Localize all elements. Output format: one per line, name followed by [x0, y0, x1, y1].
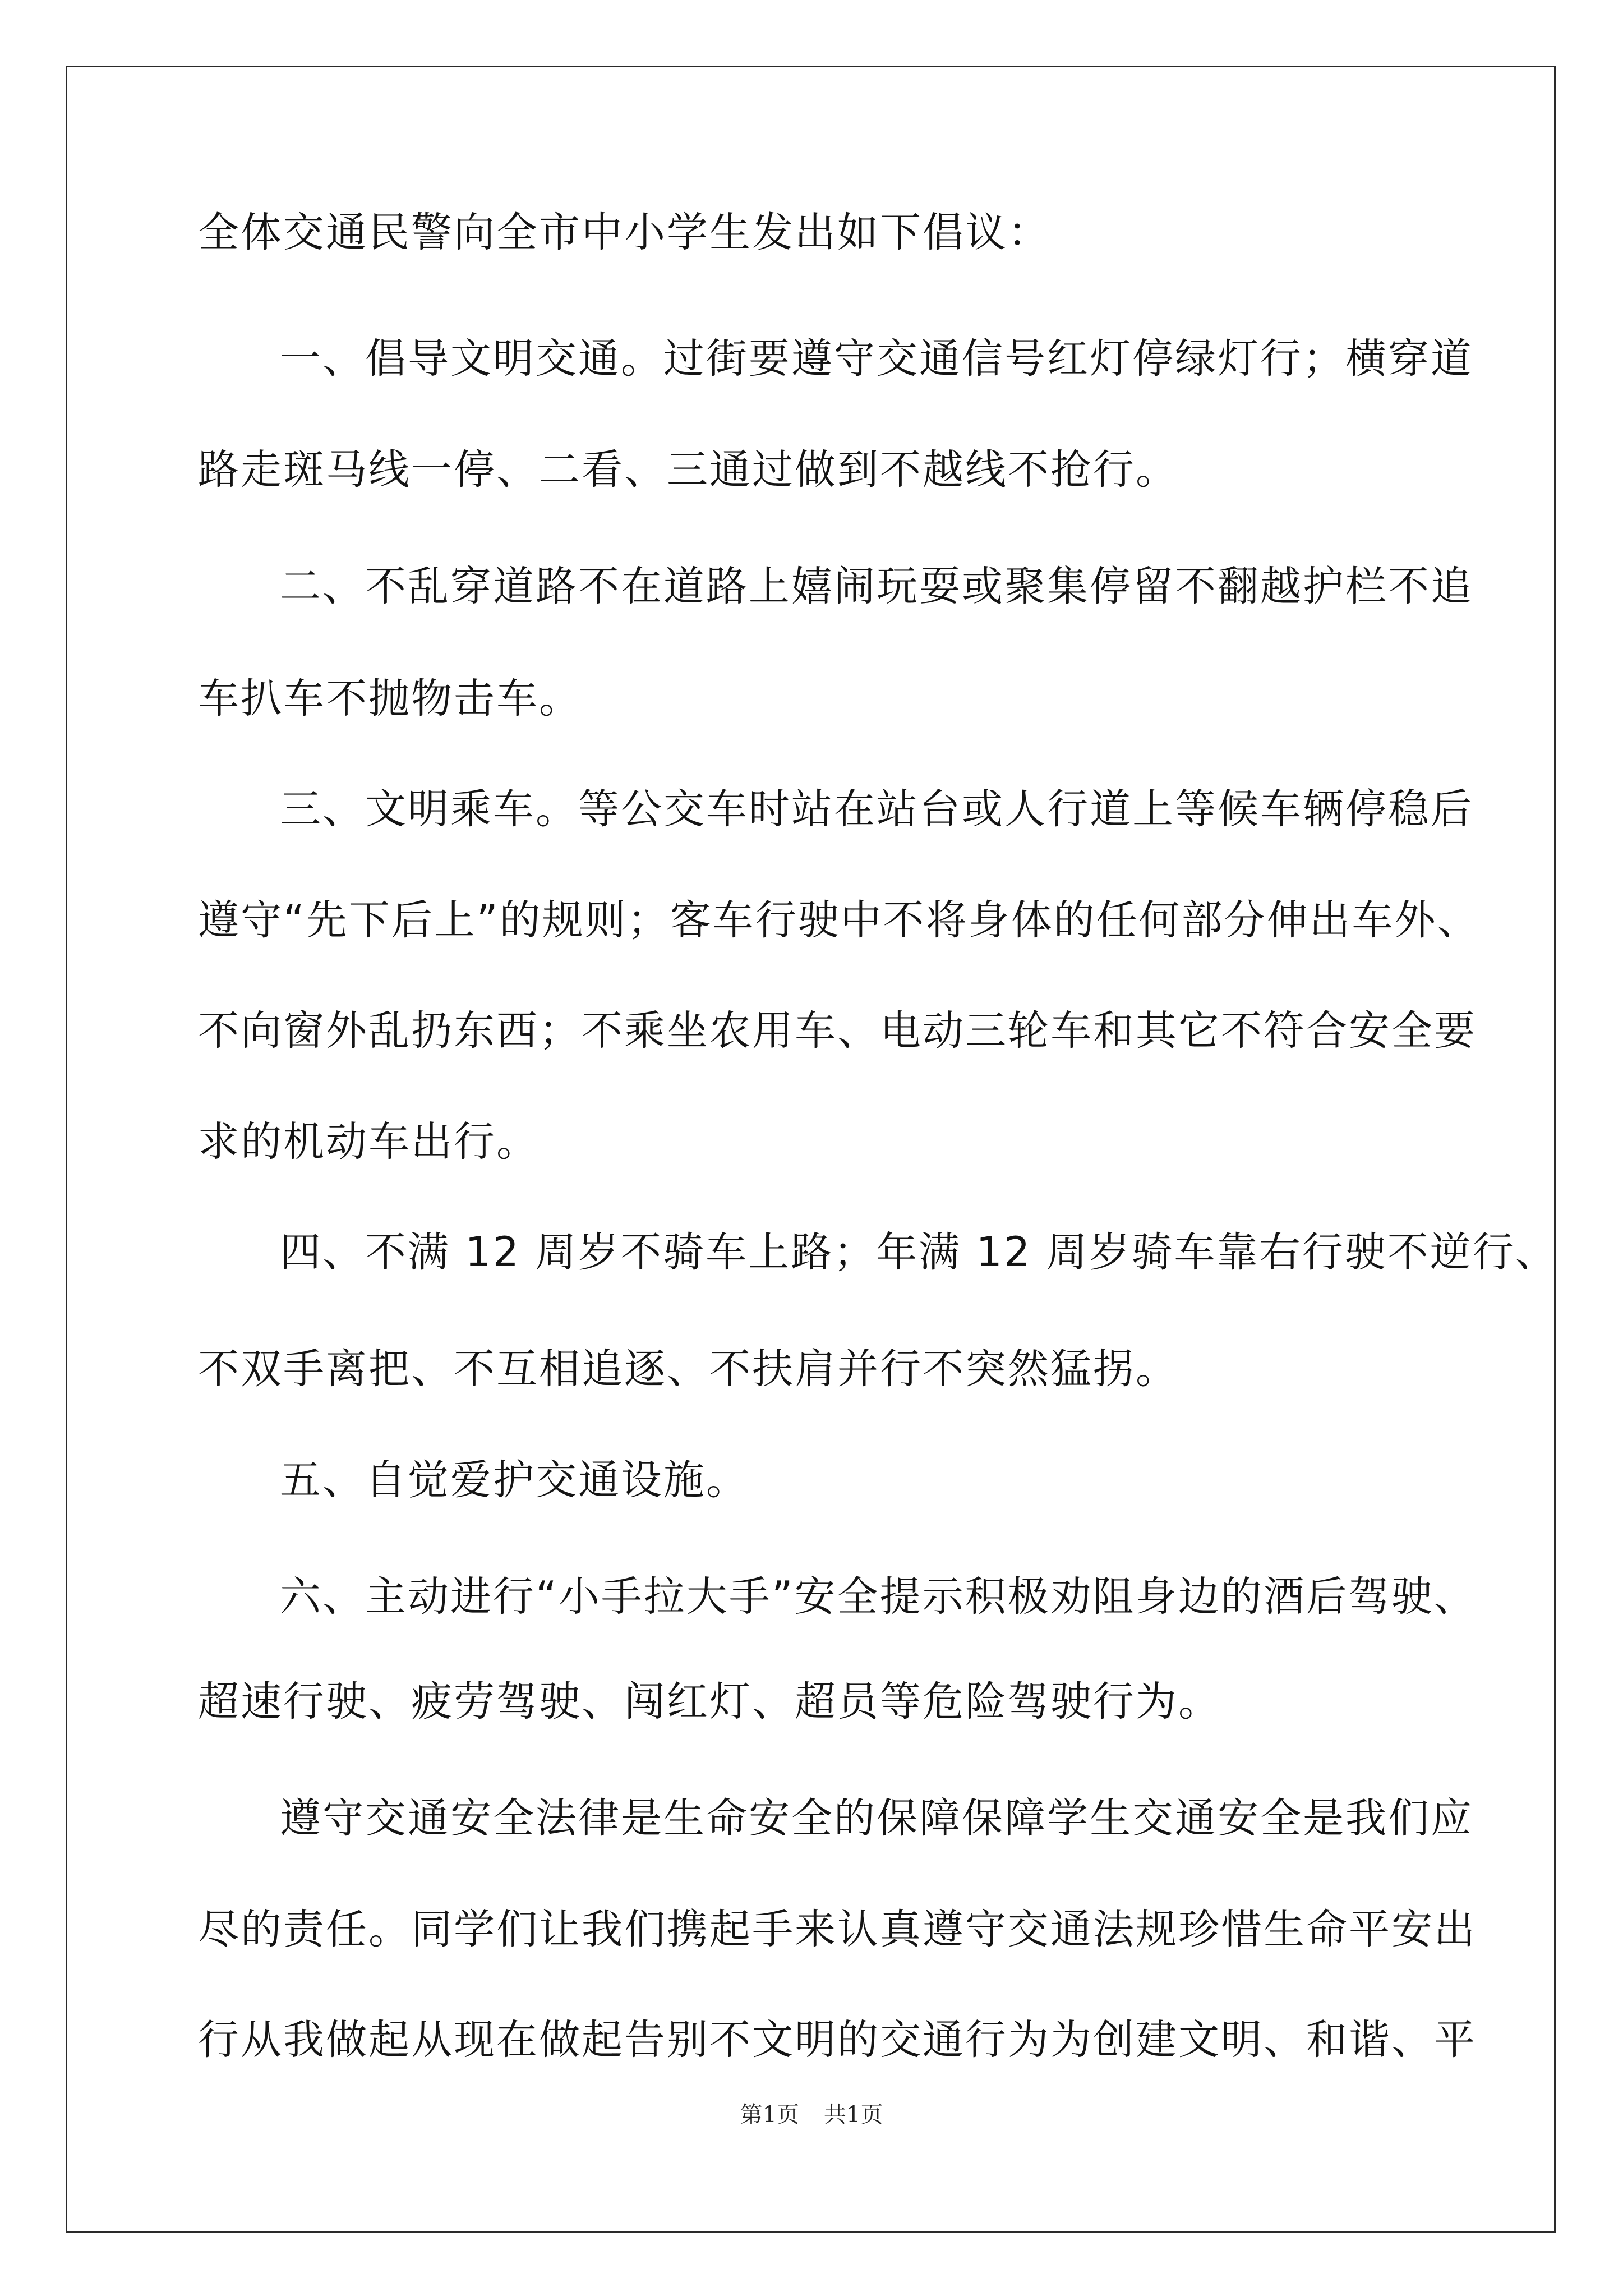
- page-footer: [0, 2101, 1623, 2129]
- text-line: 六、主动进行“小手拉大手”安全提示积极劝阻身边的酒后驾驶、: [280, 1573, 1477, 1621]
- text-line: 尽的责任。同学们让我们携起手来认真遵守交通法规珍惜生命平安出: [198, 1906, 1477, 1953]
- text-line: 遵守“先下后上”的规则；客车行驶中不将身体的任何部分伸出车外、: [198, 896, 1480, 944]
- text-line: 二、不乱穿道路不在道路上嬉闹玩耍或聚集停留不翻越护栏不追: [280, 563, 1473, 610]
- text-line: 行从我做起从现在做起告别不文明的交通行为为创建文明、和谐、平: [198, 2016, 1477, 2064]
- text-line: 全体交通民警向全市中小学生发出如下倡议：: [198, 209, 1050, 256]
- text-line: 不双手离把、不互相追逐、不扶肩并行不突然猛拐。: [198, 1345, 1178, 1393]
- page-number: 第1页: [740, 2102, 799, 2128]
- text-line: 车扒车不抛物击车。: [198, 675, 582, 723]
- page-total: 共1页: [824, 2102, 883, 2128]
- text-line: 三、文明乘车。等公交车时站在站台或人行道上等候车辆停稳后: [280, 785, 1473, 833]
- text-line: 求的机动车出行。: [198, 1118, 539, 1166]
- text-line: 遵守交通安全法律是生命安全的保障保障学生交通安全是我们应: [280, 1795, 1473, 1842]
- text-line: 超速行驶、疲劳驾驶、闯红灯、超员等危险驾驶行为。: [198, 1678, 1221, 1726]
- text-line: 一、倡导文明交通。过街要遵守交通信号红灯停绿灯行；横穿道: [280, 335, 1473, 383]
- text-line: 四、不满 12 周岁不骑车上路；年满 12 周岁骑车靠右行驶不逆行、: [280, 1228, 1558, 1276]
- text-line: 不向窗外乱扔东西；不乘坐农用车、电动三轮车和其它不符合安全要: [198, 1007, 1477, 1055]
- text-line: 五、自觉爱护交通设施。: [280, 1456, 749, 1504]
- text-line: 路走斑马线一停、二看、三通过做到不越线不抢行。: [198, 446, 1178, 494]
